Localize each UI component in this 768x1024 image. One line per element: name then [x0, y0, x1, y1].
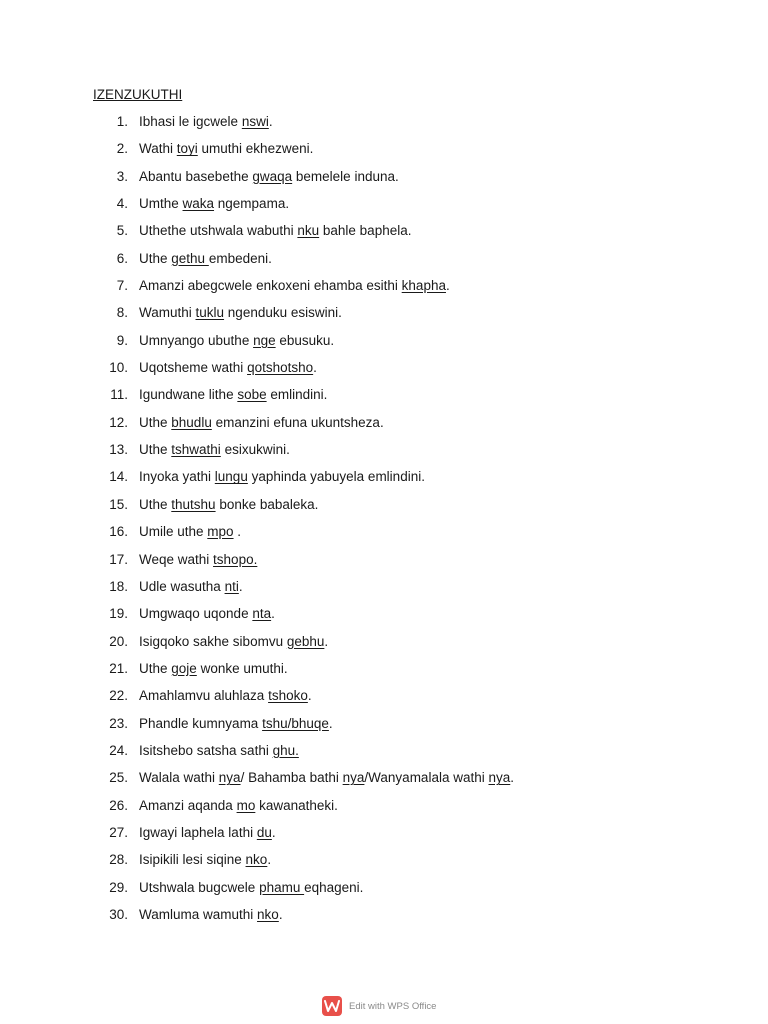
sentence-text: . [271, 824, 276, 840]
sentence-text: emlindini. [266, 387, 328, 403]
sentence-text: . [313, 360, 317, 376]
sentence-text: Uthe [139, 496, 172, 512]
item-number: 26. [109, 797, 128, 813]
item-sentence [139, 906, 283, 924]
item-number: 23. [109, 715, 128, 731]
item-sentence [139, 359, 317, 377]
list-item [0, 523, 768, 550]
sentence-text: Udle wasutha [139, 578, 225, 594]
sentence-text: Uthe [139, 414, 172, 430]
item-sentence [139, 195, 289, 213]
sentence-text: Isipikili lesi siqine [139, 852, 246, 868]
underlined-ideophone: nswi [241, 114, 269, 129]
underlined-ideophone: gethu [171, 250, 209, 266]
underlined-ideophone: sobe [237, 387, 267, 403]
item-sentence [139, 824, 276, 842]
sentence-text: /Wanyamalala wathi [364, 770, 489, 786]
wps-footer-text: Edit with WPS Office [349, 1000, 437, 1012]
list-item [0, 195, 768, 222]
underlined-ideophone: tshu/bhuqe [262, 715, 329, 731]
sentence-text: bahle baphela. [319, 223, 412, 239]
item-number: 1. [116, 114, 128, 129]
underlined-ideophone: lungu [214, 469, 248, 485]
item-number: 7. [116, 278, 128, 294]
underlined-ideophone: ghu. [272, 742, 299, 758]
item-sentence [139, 386, 327, 404]
item-sentence [139, 551, 257, 569]
list-item [0, 824, 768, 851]
sentence-text: ngenduku esiswini. [224, 305, 342, 321]
underlined-ideophone: bhudlu [171, 414, 212, 430]
sentence-text: eqhageni. [304, 879, 364, 895]
sentence-text: Uqotsheme wathi [139, 360, 248, 376]
sentence-text: bemelele induna. [292, 168, 399, 184]
item-sentence [139, 523, 241, 541]
sentence-text: wonke umuthi. [196, 660, 288, 676]
list-item [0, 441, 768, 468]
underlined-ideophone: khapha [401, 278, 446, 294]
item-number: 20. [109, 633, 128, 649]
list-item [0, 906, 768, 933]
underlined-ideophone: tshopo. [213, 551, 258, 567]
list-item [0, 113, 768, 140]
sentence-text: Umnyango ubuthe [139, 332, 254, 348]
item-number: 14. [109, 469, 128, 485]
wps-footer[interactable] [322, 995, 436, 1017]
list-item [0, 551, 768, 578]
sentence-text: ngempama. [214, 196, 290, 212]
underlined-ideophone: mpo [207, 524, 234, 540]
item-sentence [139, 304, 342, 322]
wps-office-logo-icon [322, 996, 342, 1016]
item-sentence [139, 879, 363, 897]
underlined-ideophone: nko [245, 852, 268, 868]
item-number: 22. [109, 688, 128, 704]
item-number: 5. [116, 223, 128, 239]
underlined-ideophone: nya [218, 770, 241, 786]
list-item [0, 386, 768, 413]
sentence-list [0, 113, 768, 933]
sentence-text: . [328, 715, 333, 731]
sentence-text: . [445, 278, 450, 294]
sentence-text: Ibhasi le igcwele [139, 114, 242, 129]
item-number: 19. [109, 606, 128, 622]
sentence-text: kawanatheki. [255, 797, 338, 813]
list-item [0, 687, 768, 714]
underlined-ideophone: nya [342, 770, 365, 786]
item-number: 3. [116, 168, 128, 184]
item-sentence [139, 715, 333, 733]
underlined-ideophone: mo [236, 797, 256, 813]
item-number: 4. [116, 196, 128, 212]
sentence-text: Inyoka yathi [139, 469, 215, 485]
underlined-ideophone: nku [297, 223, 320, 239]
underlined-ideophone: gwaqa [252, 168, 293, 184]
underlined-ideophone: nko [257, 906, 279, 922]
item-sentence [139, 797, 338, 815]
list-item [0, 797, 768, 824]
sentence-text: Amahlamvu aluhlaza [139, 688, 269, 704]
underlined-ideophone: nta [252, 606, 272, 622]
item-number: 6. [116, 250, 128, 266]
page-title: IZENZUKUTHI [93, 87, 183, 102]
underlined-ideophone: tshwathi [171, 442, 221, 458]
item-sentence [139, 468, 425, 486]
item-sentence [139, 769, 514, 787]
underlined-ideophone: du [256, 824, 272, 840]
sentence-text: . [233, 524, 242, 540]
underlined-ideophone: gebhu [286, 633, 325, 649]
list-item [0, 742, 768, 769]
list-item [0, 250, 768, 277]
item-sentence [139, 441, 290, 459]
sentence-text: Umthe [139, 196, 183, 212]
list-item [0, 769, 768, 796]
list-item [0, 633, 768, 660]
item-number: 8. [116, 305, 128, 321]
sentence-text: emanzini efuna ukuntsheza. [211, 414, 384, 430]
list-item [0, 605, 768, 632]
sentence-text: Umgwaqo uqonde [139, 606, 253, 622]
item-sentence [139, 605, 275, 623]
sentence-text: umuthi ekhezweni. [197, 141, 314, 157]
item-number: 25. [109, 770, 128, 786]
sentence-text: yaphinda yabuyela emlindini. [247, 469, 425, 485]
underlined-ideophone: tuklu [195, 305, 225, 321]
underlined-ideophone: nya [488, 770, 511, 786]
list-item [0, 578, 768, 605]
item-number: 27. [109, 824, 128, 840]
underlined-ideophone: thutshu [171, 496, 216, 512]
sentence-text: . [267, 852, 272, 868]
underlined-ideophone: toyi [176, 141, 198, 157]
sentence-text: embedeni. [208, 250, 272, 266]
sentence-text: . [271, 606, 275, 622]
item-sentence [139, 496, 318, 514]
sentence-text: bonke babaleka. [215, 496, 319, 512]
list-item [0, 660, 768, 687]
sentence-text: . [268, 114, 273, 129]
sentence-text: Amanzi aqanda [139, 797, 237, 813]
item-number: 30. [109, 906, 128, 922]
sentence-text: Uthe [139, 250, 172, 266]
item-number: 12. [109, 414, 128, 430]
list-item [0, 277, 768, 304]
item-number: 9. [116, 332, 128, 348]
item-sentence [139, 222, 411, 240]
sentence-text: Isitshebo satsha sathi [139, 742, 273, 758]
item-sentence [139, 414, 384, 432]
sentence-text: Uthe [139, 660, 172, 676]
list-item [0, 140, 768, 167]
underlined-ideophone: phamu [259, 879, 305, 895]
item-number: 29. [109, 879, 128, 895]
item-number: 15. [109, 496, 128, 512]
item-sentence [139, 742, 299, 760]
item-number: 11. [110, 387, 128, 403]
list-item [0, 168, 768, 195]
sentence-text: . [510, 770, 515, 786]
item-number: 17. [109, 551, 128, 567]
list-item [0, 414, 768, 441]
underlined-ideophone: qotshotsho [247, 360, 314, 376]
sentence-text: Umile uthe [139, 524, 208, 540]
item-sentence [139, 578, 243, 596]
underlined-ideophone: goje [171, 660, 197, 676]
sentence-text: ebusuku. [275, 332, 335, 348]
item-number: 28. [109, 852, 128, 868]
item-sentence [139, 633, 328, 651]
list-item [0, 222, 768, 249]
item-number: 24. [109, 742, 128, 758]
underlined-ideophone: waka [182, 196, 215, 212]
list-item [0, 332, 768, 359]
item-number: 21. [109, 660, 128, 676]
sentence-text: Weqe wathi [139, 551, 214, 567]
sentence-text: esixukwini. [220, 442, 290, 458]
sentence-text: Igundwane lithe [139, 387, 238, 403]
sentence-text: . [278, 906, 283, 922]
underlined-ideophone: nge [253, 332, 276, 348]
underlined-ideophone: tshoko [268, 688, 308, 704]
list-item [0, 879, 768, 906]
item-sentence [139, 851, 271, 869]
sentence-text: Wathi [139, 141, 177, 157]
sentence-text: Phandle kumnyama [139, 715, 263, 731]
item-sentence [139, 113, 273, 131]
sentence-text: . [324, 633, 329, 649]
sentence-text: Uthethe utshwala wabuthi [139, 223, 298, 239]
list-item [0, 851, 768, 878]
item-number: 18. [109, 578, 128, 594]
list-item [0, 715, 768, 742]
item-sentence [139, 140, 313, 158]
sentence-text: Isigqoko sakhe sibomvu [139, 633, 287, 649]
item-sentence [139, 687, 312, 705]
sentence-text: Amanzi abegcwele enkoxeni ehamba esithi [139, 278, 402, 294]
sentence-text: Wamluma wamuthi [139, 906, 258, 922]
sentence-text: . [238, 578, 243, 594]
item-sentence [139, 168, 399, 186]
list-item [0, 496, 768, 523]
sentence-text: Utshwala bugcwele [139, 879, 260, 895]
item-number: 16. [109, 524, 128, 540]
sentence-text: Wamuthi [139, 305, 196, 321]
item-sentence [139, 332, 334, 350]
list-item [0, 468, 768, 495]
list-item [0, 359, 768, 386]
sentence-text: . [307, 688, 312, 704]
item-number: 13. [109, 442, 128, 458]
sentence-text: / Bahamba bathi [240, 770, 343, 786]
item-sentence [139, 660, 288, 678]
item-sentence [139, 277, 450, 295]
sentence-text: Abantu basebethe [139, 168, 253, 184]
item-sentence [139, 250, 272, 268]
item-number: 10. [109, 360, 128, 376]
underlined-ideophone: nti [224, 578, 239, 594]
sentence-text: Walala wathi [139, 770, 219, 786]
sentence-text: Igwayi laphela lathi [139, 824, 257, 840]
list-item [0, 304, 768, 331]
item-number: 2. [116, 141, 128, 157]
sentence-text: Uthe [139, 442, 172, 458]
